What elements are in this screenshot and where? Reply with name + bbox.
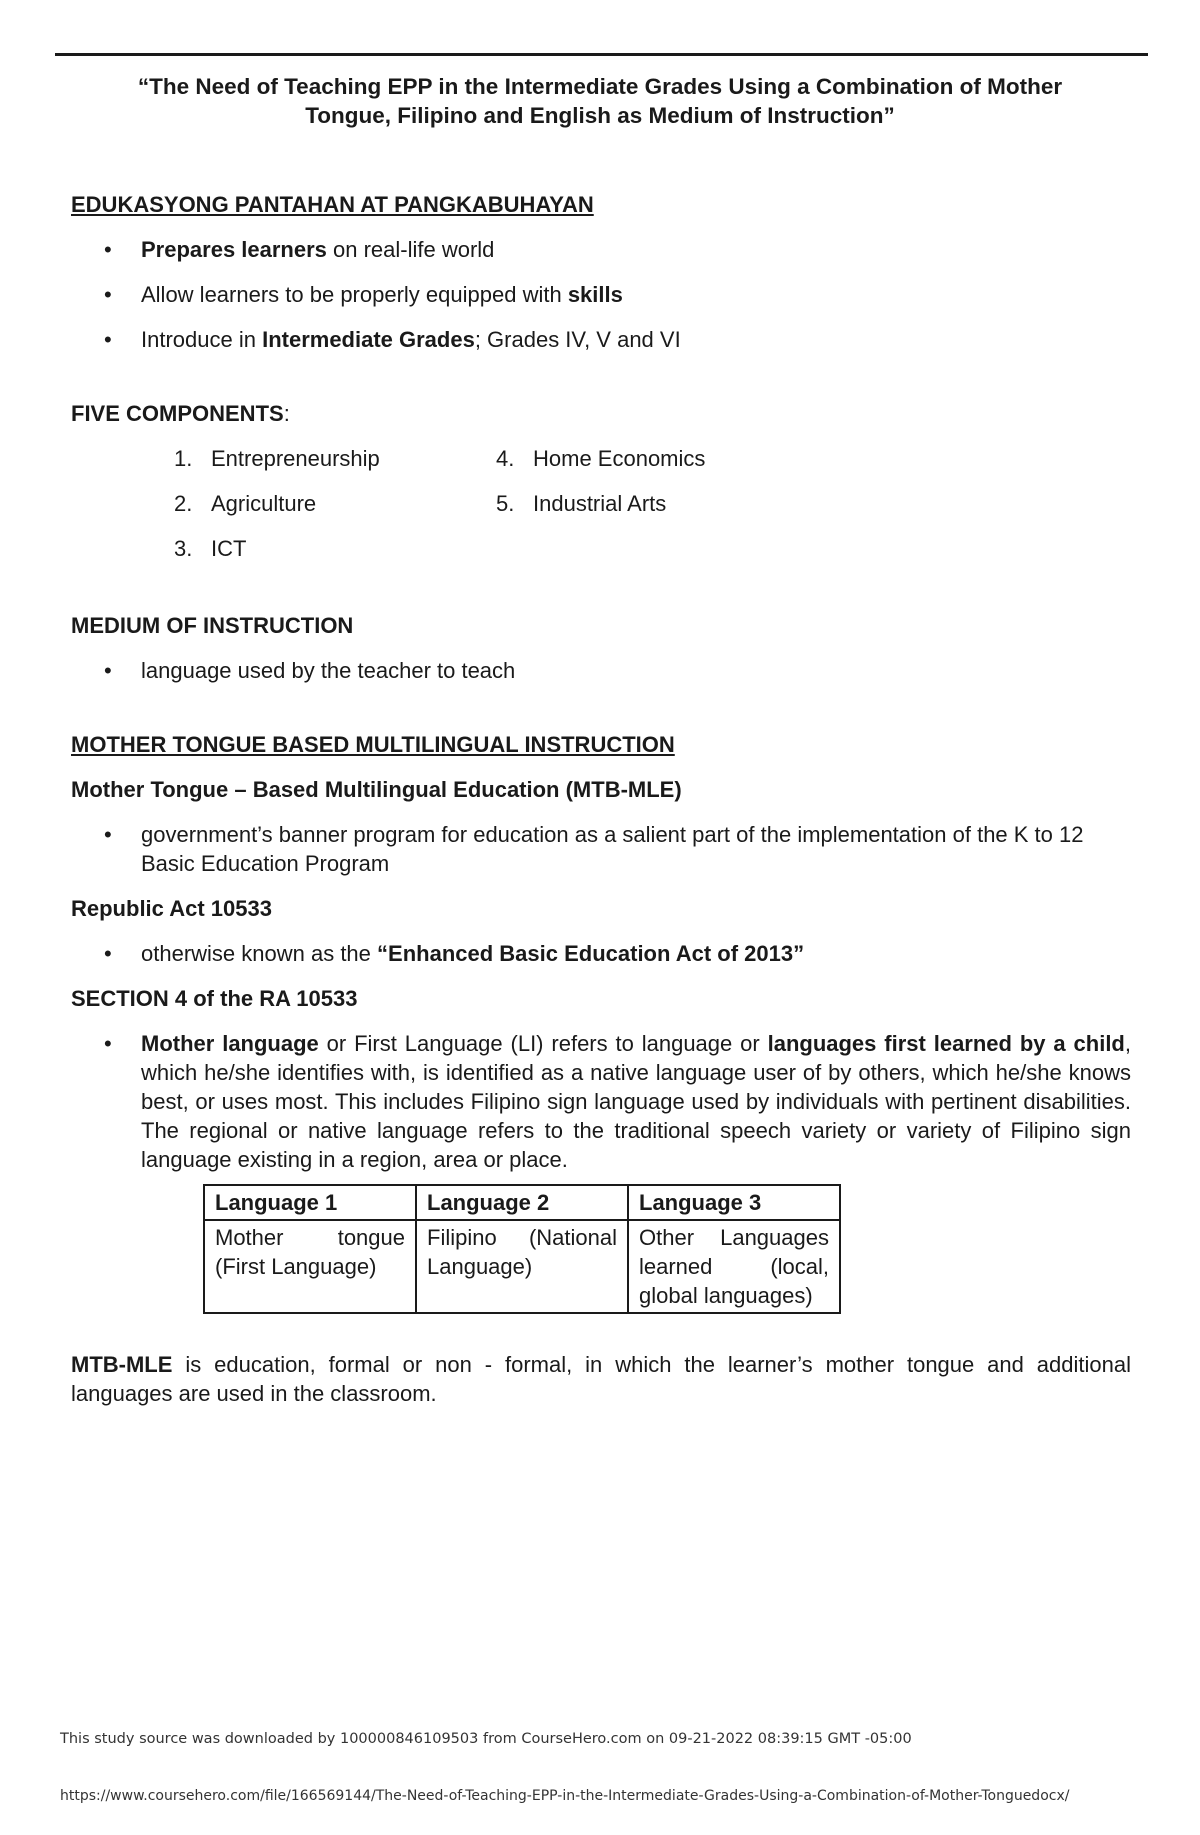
component-number: 1. [174,446,193,471]
table-cell: Filipino (National Language) [416,1220,628,1313]
mtb-bullet-1: • government’s banner program for education as a salient part of the implementation of the K to 12 Basic Education Program [71,820,1131,878]
title-line-2: Tongue, Filipino and English as Medium of Instruction” [305,103,895,128]
table-header-cell: Language 2 [416,1185,628,1220]
mtb-bullet-2-bold: “Enhanced Basic Education Act of 2013” [377,941,805,966]
epp-bullet-1 [71,235,1131,264]
mtb-bullets-2 [71,939,1131,968]
mtb-bullet-3-text-1: or First Language (LI) refers to language or [318,1031,768,1056]
epp-bullet-2-bold: skills [567,282,623,307]
document-title [60,72,1140,130]
component-number: 5. [496,491,515,516]
components-list [174,444,1131,563]
table-cell: Mother tongue (First Language) [204,1220,416,1313]
mtb-bullets-1 [71,820,1131,878]
components-heading: FIVE COMPONENTS [71,401,284,426]
medium-heading: MEDIUM OF INSTRUCTION [71,613,354,638]
closing-bold: MTB-MLE [71,1352,173,1377]
component-number: 3. [174,536,193,561]
component-label: Agriculture [211,491,317,516]
component-item [496,444,796,473]
medium-bullet-1: • language used by the teacher to teach [71,656,1131,685]
components-colon: : [283,401,290,426]
component-number: 2. [174,491,193,516]
language-table [203,1184,841,1314]
component-number: 4. [496,446,515,471]
closing-text: is education, formal or non - formal, in which the learner’s mother tongue and additional languages are used in the classroom. [71,1352,1131,1406]
epp-bullet-3-bold: Intermediate Grades [262,327,475,352]
epp-bullet-3 [71,325,1131,354]
epp-bullet-1-bold: Prepares learners [141,237,327,262]
table-header-cell: Language 1 [204,1185,416,1220]
document-body [71,190,1131,1408]
component-label: Entrepreneurship [211,446,380,471]
epp-bullet-1-text: on real-life world [326,237,495,262]
source-url: https://www.coursehero.com/file/166569144/The-Need-of-Teaching-EPP-in-the-Intermediate-Grades-Using-a-Combination-of-Mother-Tonguedocx/ [60,1788,1070,1804]
table-cell: Other Languages learned (local, global languages) [628,1220,840,1313]
top-rule [55,53,1148,56]
epp-bullet-2 [71,280,1131,309]
mtb-subheading-1: Mother Tongue – Based Multilingual Education (MTB-MLE) [71,777,682,802]
mtb-subheading-2: Republic Act 10533 [71,896,272,921]
mtb-bullets-3 [71,1029,1131,1174]
mtb-subheading-3: SECTION 4 of the RA 10533 [71,986,358,1011]
mtb-bullet-3-bold-2: languages first learned by a child [767,1031,1125,1056]
mtb-bullet-3 [71,1029,1131,1174]
component-item [174,489,496,518]
medium-bullets [71,656,1131,685]
mtb-bullet-2-text: otherwise known as the [141,941,378,966]
closing-paragraph [71,1350,1131,1408]
table-row [204,1220,840,1313]
component-item [174,444,496,473]
mtb-heading: MOTHER TONGUE BASED MULTILINGUAL INSTRUCTION [71,732,675,757]
epp-bullets [71,235,1131,354]
mtb-bullet-2 [71,939,1131,968]
epp-bullet-2-text: Allow learners to be properly equipped with [141,282,568,307]
table-header-cell: Language 3 [628,1185,840,1220]
mtb-bullet-3-text-2: , which he/she identifies with, is identified as a native language user of by others, which he/she knows best, or uses most. This includes Filipino sign language used by individuals with pertinent disabilities. The regional or native language refers to the traditional speech variety or variety of Filipino sign language existing in a region, area or place. [141,1031,1131,1172]
title-line-1: “The Need of Teaching EPP in the Intermediate Grades Using a Combination of Mother [137,74,1063,99]
component-label: Home Economics [533,446,706,471]
table-header-row [204,1185,840,1220]
component-item [174,534,496,563]
component-label: ICT [211,536,247,561]
component-item [496,489,796,518]
components-heading-row [71,399,1131,428]
download-notice: This study source was downloaded by 100000846109503 from CourseHero.com on 09-21-2022 08:39:15 GMT -05:00 [60,1731,912,1747]
epp-bullet-3-rest: ; Grades IV, V and VI [474,327,681,352]
epp-bullet-3-text: Introduce in [141,327,263,352]
mtb-bullet-3-bold-1: Mother language [141,1031,319,1056]
epp-heading: EDUKASYONG PANTAHAN AT PANGKABUHAYAN [71,192,594,217]
component-label: Industrial Arts [533,491,667,516]
